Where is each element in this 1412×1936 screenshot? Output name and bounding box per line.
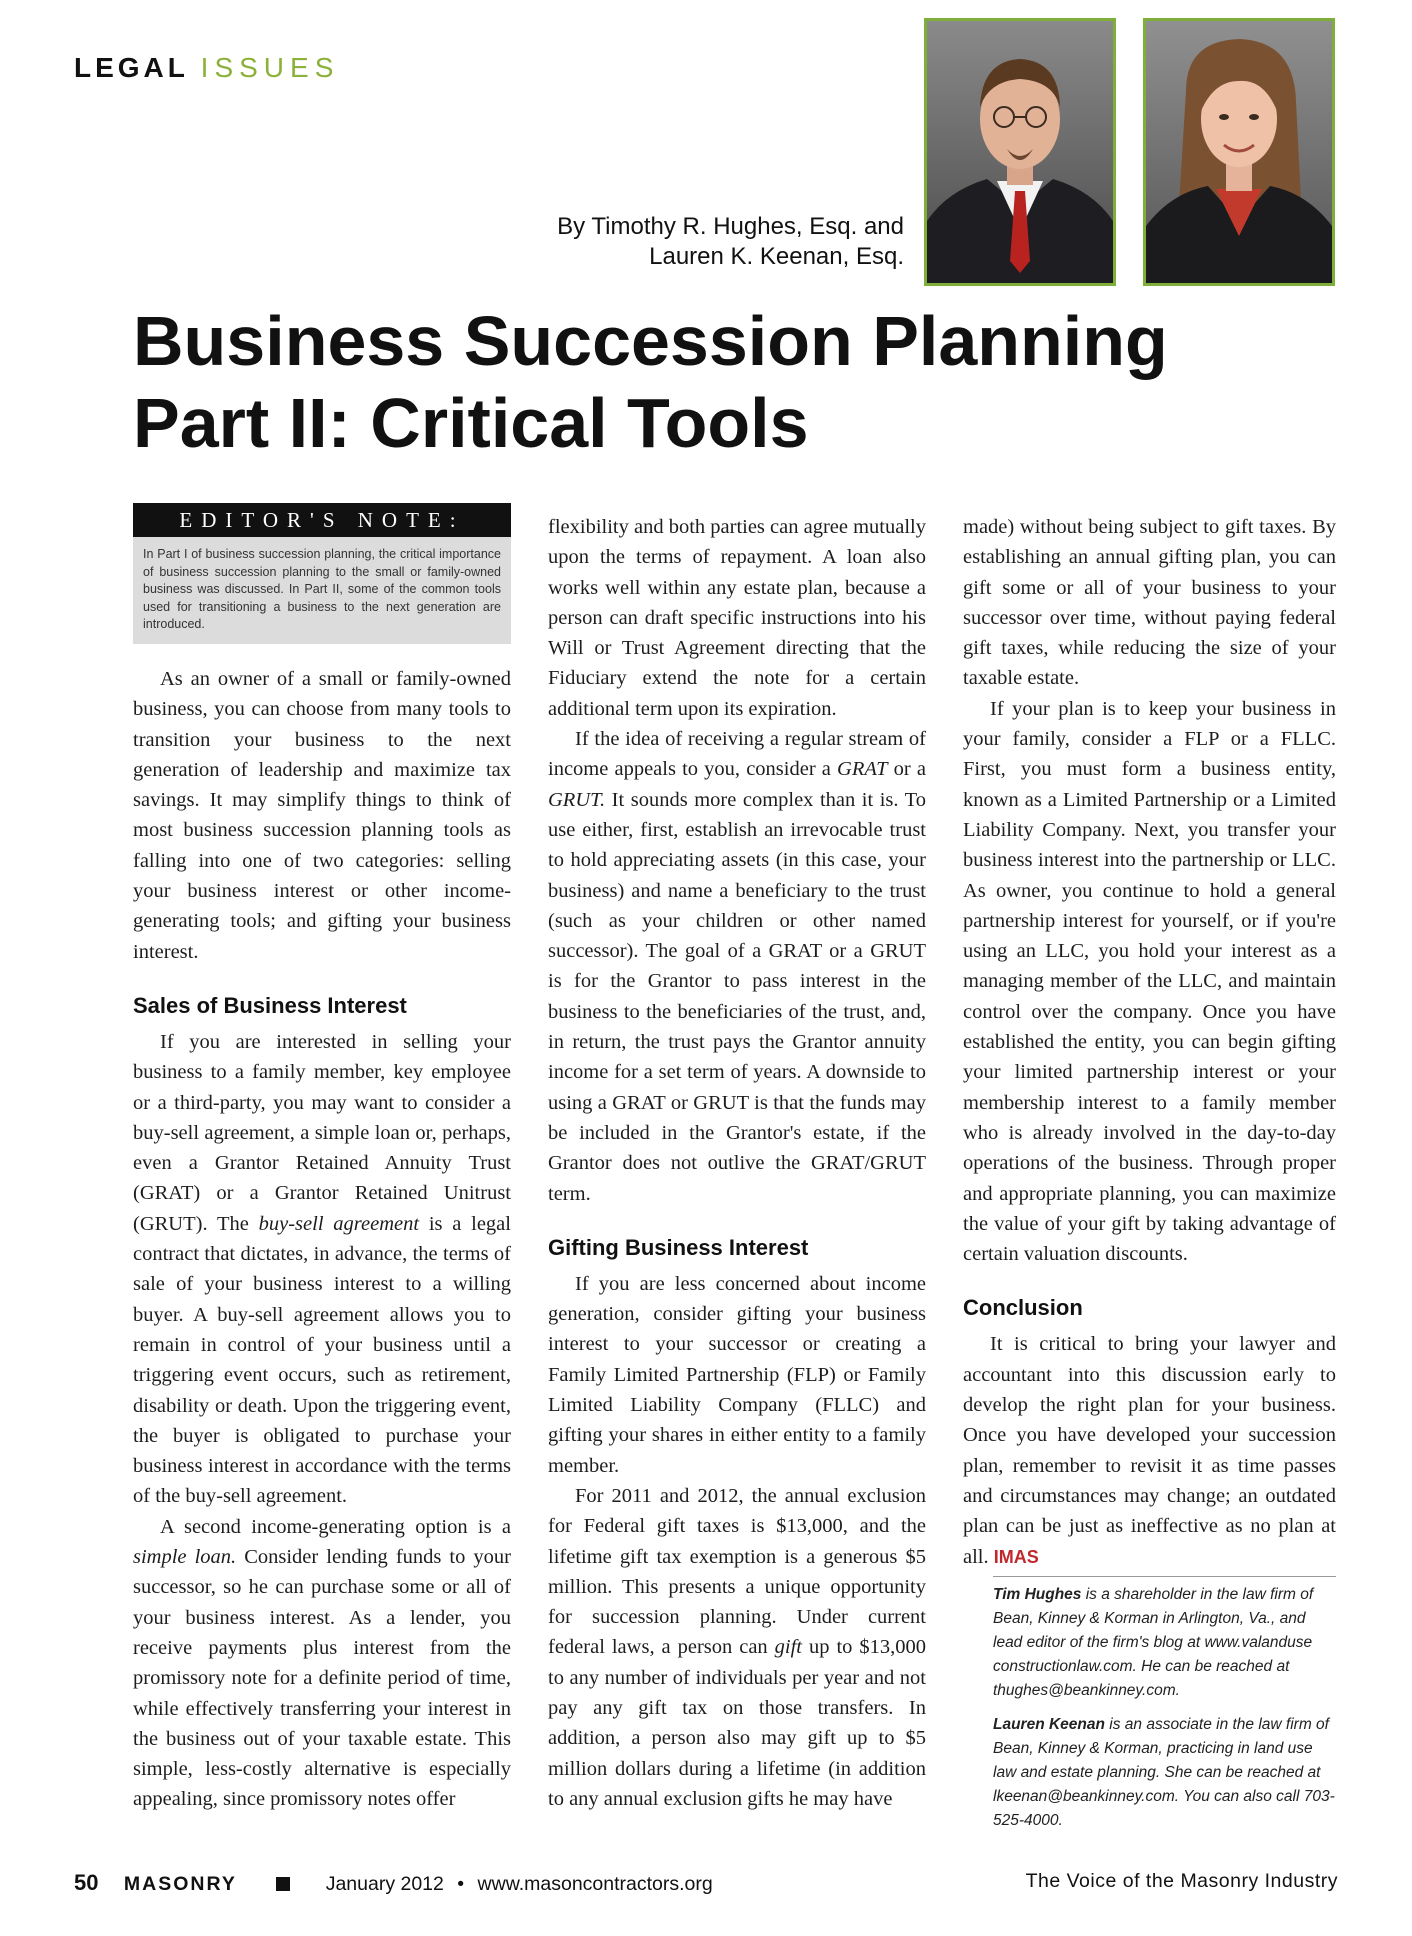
byline-line-2: Lauren K. Keenan, Esq.: [649, 243, 904, 270]
sales-paragraph-2-continued: flexibility and both parties can agree mutually upon the terms of repayment. A loan also works well within any estate plan, because a person can draft specific instructions into his Will or Trust Agreement directing that the Fiduciary extend the note for a certain additional term upon its expiration.: [548, 516, 926, 720]
article-headline: [133, 300, 1373, 464]
article-column-3: [963, 512, 1336, 1833]
article-column-1: [133, 664, 511, 1815]
footer-url: www.masoncontractors.org: [477, 1873, 713, 1895]
footer-separator: •: [457, 1873, 465, 1895]
bio-lauren-keenan: Lauren Keenan is an associate in the law firm of Bean, Kinney & Korman, practicing in land use law and estate planning. She can be reached at lkeenan@beankinney.com. You can also call 703-525-4000.: [993, 1715, 1335, 1829]
heading-gifting-business-interest: Gifting Business Interest: [548, 1234, 809, 1260]
portrait-man-icon: [927, 21, 1113, 283]
bio-divider: [993, 1576, 1336, 1577]
footer-tagline: The Voice of the Masonry Industry: [1025, 1870, 1338, 1892]
sales-paragraph-1: If you are interested in selling your business to a family member, key employee or a third-party, you may want to consider a buy-sell agreement, a simple loan or, perhaps, even a Grantor Retained Annuity Trust (GRAT) or a Grantor Retained Unitrust (GRUT). The buy-sell agreement is a legal contract that dictates, in advance, the terms of sale of your business interest to a willing buyer. A buy-sell agreement allows you to remain in control of your business until a triggering event occurs, such as retirement, disability or death. Upon the triggering event, the buyer is obligated to purchase your business interest in accordance with the terms of the buy-sell agreement.: [133, 1030, 511, 1508]
grat-paragraph: If the idea of receiving a regular stream of income appeals to you, consider a GRAT or a GRUT. It sounds more complex than it is. To use either, first, establish an irrevocable trust to hold appreciating assets (in this case, your business) and name a beneficiary to the trust (such as your children or other named successor). The goal of a GRAT or a GRUT is for the Grantor to pass interest in the business to the beneficiaries of the trust, and, in return, the trust pays the Grantor annuity income for a set term of years. A downside to using a GRAT or GRUT is that the funds may be included in the Grantor's estate, if the Grantor does not outlive the GRAT/GRUT term.: [548, 728, 926, 1205]
section-label-issues: ISSUES: [200, 52, 340, 83]
gifting-paragraph-2: For 2011 and 2012, the annual exclusion for Federal gift taxes is $13,000, and the lifetime gift tax exemption is a generous $5 million. This presents a unique opportunity for succession planning. Under current federal laws, a person can gift up to $13,000 to any number of individuals per year and not pay any gift tax on those transfers. In addition, a person also may gift up to $5 million dollars during a lifetime (in addition to any annual exclusion gifts he may have: [548, 1484, 926, 1810]
page-number: 50: [74, 1870, 99, 1895]
headline-line-2: Part II: Critical Tools: [133, 384, 809, 462]
portrait-woman-icon: [1146, 21, 1332, 283]
intro-paragraph: As an owner of a small or family-owned business, you can choose from many tools to transition your business to the next generation of leadership and maximize tax savings. It may simplify things to think of most business succession planning tools as falling into one of two categories: selling your business interest or other income-generating tools; and gifting your business interest.: [133, 668, 511, 963]
author-photo-timothy-hughes: [924, 18, 1116, 286]
gifting-paragraph-2-continued: made) without being subject to gift taxes. By establishing an annual gifting plan, you can gift some or all of your business to your successor over time, without paying federal gift taxes, while reducing the size of your taxable estate.: [963, 516, 1336, 690]
section-label: [74, 52, 339, 84]
headline-line-1: Business Succession Planning: [133, 302, 1168, 380]
issue-date: January 2012: [325, 1873, 444, 1895]
gifting-paragraph-1: If you are less concerned about income generation, consider gifting your business interest to your successor or creating a Family Limited Partnership (FLP) or Family Limited Liability Company (FLLC) and gifting your shares in either entity to a family member.: [548, 1272, 926, 1477]
editors-note-title: EDITOR'S NOTE:: [133, 503, 511, 537]
conclusion-paragraph: It is critical to bring your lawyer and accountant into this discussion early to develop the right plan for your business. Once you have developed your succession plan, remember to revisit it as time passes and circumstances may change; an outdated plan can be just as ineffective as no plan at all. IMAS: [963, 1333, 1336, 1568]
heading-conclusion: Conclusion: [963, 1295, 1083, 1321]
author-photo-lauren-keenan: [1143, 18, 1335, 286]
page-footer: [74, 1870, 1338, 1900]
editors-note-box: [133, 503, 511, 644]
sales-paragraph-2: A second income-generating option is a simple loan. Consider lending funds to your successor, so he can purchase some or all of your business interest. As a lender, you receive payments plus interest from the promissory note for a definite period of time, while effectively transferring your interest in the business out of your taxable estate. This simple, less-costly alternative is especially appealing, since promissory notes offer: [133, 1515, 512, 1811]
magazine-name: MASONRY: [123, 1873, 237, 1895]
bio-tim-hughes: Tim Hughes is a shareholder in the law firm of Bean, Kinney & Korman in Arlington, Va., and lead editor of the firm's blog at www.valanduse constructionlaw.com. He can be reached at thughes@beankinney.com.: [993, 1585, 1314, 1699]
heading-sales-of-business-interest: Sales of Business Interest: [133, 992, 407, 1018]
byline-line-1: By Timothy R. Hughes, Esq. and: [557, 213, 904, 240]
article-column-2: [548, 512, 926, 1814]
section-label-legal: LEGAL: [74, 52, 189, 83]
byline: [430, 212, 904, 272]
editors-note-text: In Part I of business succession planning, the critical importance of business succession planning to the small or family-owned business was discussed. In Part II, some of the common tools used for transitioning a business to the next generation are introduced.: [143, 547, 501, 631]
gifting-paragraph-3: If your plan is to keep your business in your family, consider a FLP or a FLLC. First, you must form a business entity, known as a Limited Partnership or a Limited Liability Company. Next, you transfer your business interest into the partnership or LLC. As owner, you continue to hold a general partnership interest for yourself, or if you're using an LLC, you hold your interest as a managing member of the LLC, and maintain control over the company. Once you have established the entity, you can begin gifting your limited partnership interest or your membership interest to a family member who is already involved in the day-to-day operations of the business. Through proper and appropriate planning, you can maximize the value of your gift by taking advantage of certain valuation discounts.: [963, 697, 1336, 1266]
square-bullet-icon: [276, 1877, 290, 1891]
imas-end-mark: IMAS: [993, 1546, 1039, 1567]
